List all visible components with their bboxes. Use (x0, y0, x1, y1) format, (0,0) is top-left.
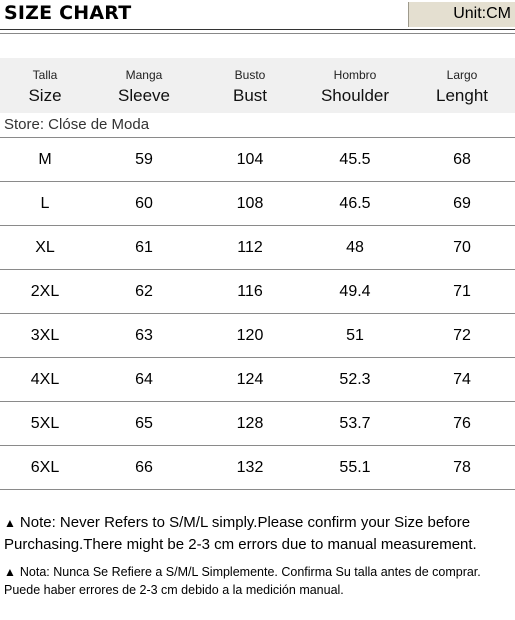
cell-size: 5XL (30, 415, 60, 432)
cell-sleeve: 59 (135, 151, 153, 168)
cell-shoulder: 49.4 (339, 283, 371, 300)
note-spanish-text: Nota: Nunca Se Refiere a S/M/L Simplemente. Confirma Su talla antes de comprar. Puede haber errores de 2-3 cm debido a la medición manual. (4, 565, 481, 597)
cell-length: 72 (453, 327, 471, 344)
cell-length: 69 (453, 195, 471, 212)
cell-shoulder: 53.7 (339, 415, 371, 432)
cell-size: 2XL (30, 283, 60, 300)
table-row (0, 137, 515, 182)
column-header-en: Size (28, 86, 62, 105)
cell-sleeve: 66 (135, 459, 153, 476)
header (0, 0, 515, 30)
cell-shoulder: 51 (346, 327, 364, 344)
cell-size: L (40, 195, 50, 212)
cell-size: M (38, 151, 52, 168)
column-header-en: Shoulder (320, 86, 390, 105)
cell-shoulder: 48 (346, 239, 364, 256)
note-english-text: Note: Never Refers to S/M/L simply.Please confirm your Size before Purchasing.There might be 2-3 cm errors due to manual measurement. (4, 514, 477, 553)
cell-length: 74 (453, 371, 471, 388)
unit-badge (408, 2, 515, 27)
column-header-en: Lenght (436, 86, 488, 105)
column-header-es: Busto (234, 68, 266, 82)
cell-shoulder: 46.5 (339, 195, 371, 212)
cell-size: XL (35, 239, 55, 256)
cell-shoulder: 45.5 (339, 151, 371, 168)
cell-bust: 128 (236, 415, 264, 432)
cell-sleeve: 61 (135, 239, 153, 256)
column-header-en: Bust (232, 86, 268, 105)
column-header-es: Largo (446, 68, 478, 82)
cell-bust: 132 (236, 459, 264, 476)
table-row (0, 181, 515, 226)
cell-size: 3XL (30, 327, 60, 344)
table-row (0, 313, 515, 358)
cell-bust: 104 (236, 151, 264, 168)
cell-sleeve: 65 (135, 415, 153, 432)
table-row (0, 357, 515, 402)
header-divider (0, 29, 515, 30)
store-label: Store: Clóse de Moda (4, 116, 150, 133)
cell-length: 76 (453, 415, 471, 432)
cell-bust: 108 (236, 195, 264, 212)
cell-length: 68 (453, 151, 471, 168)
cell-length: 70 (453, 239, 471, 256)
table-bottom-divider (0, 489, 515, 490)
note-spanish (4, 563, 514, 599)
unit-label: Unit:CM (453, 5, 511, 22)
notes-section (4, 512, 514, 599)
column-header-es: Manga (125, 68, 163, 82)
column-header-es: Hombro (333, 68, 377, 82)
cell-shoulder: 55.1 (339, 459, 371, 476)
column-header-en: Sleeve (118, 86, 170, 105)
cell-sleeve: 62 (135, 283, 153, 300)
warning-triangle-icon: ▲ (4, 516, 16, 530)
table-row (0, 401, 515, 446)
warning-triangle-icon: ▲ (4, 565, 16, 579)
table-row (0, 445, 515, 490)
cell-size: 6XL (30, 459, 60, 476)
cell-length: 78 (453, 459, 471, 476)
cell-bust: 124 (236, 371, 264, 388)
page-title: SIZE CHART (4, 2, 132, 24)
header-divider-secondary (0, 33, 515, 34)
note-english (4, 512, 514, 555)
cell-bust: 120 (236, 327, 264, 344)
cell-sleeve: 63 (135, 327, 153, 344)
column-header-es: Talla (32, 68, 58, 82)
table-row (0, 269, 515, 314)
cell-size: 4XL (30, 371, 60, 388)
cell-length: 71 (453, 283, 471, 300)
cell-shoulder: 52.3 (339, 371, 371, 388)
cell-sleeve: 64 (135, 371, 153, 388)
cell-bust: 116 (237, 283, 263, 300)
cell-sleeve: 60 (135, 195, 153, 212)
column-header-row (0, 58, 515, 113)
table-row (0, 225, 515, 270)
cell-bust: 112 (237, 239, 263, 256)
